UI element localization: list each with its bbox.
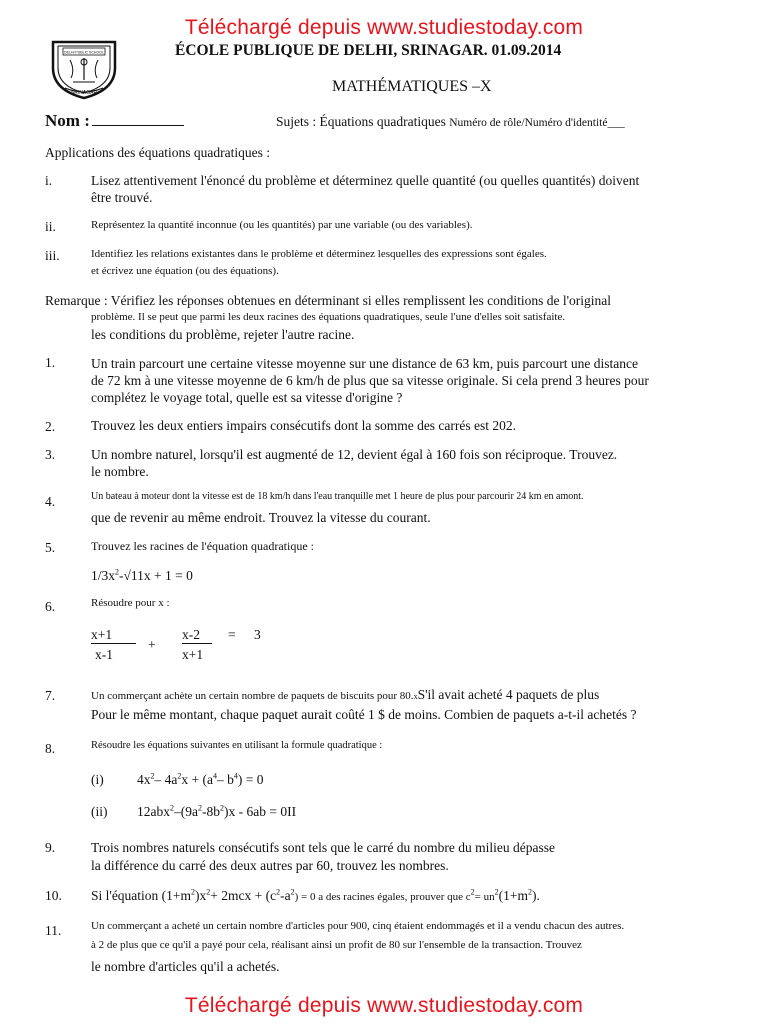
question-number: 5. [45,540,56,555]
remark-line: les conditions du problème, rejeter l'autre racine. [91,327,355,342]
topic-line [276,114,625,130]
logo-text-top: DELHI PUBLIC SCHOOL [64,50,104,55]
subject-title: MATHÉMATIQUES –X [332,78,492,95]
question-number: 10. [45,888,62,903]
fraction-denominator: x+1 [182,647,204,662]
equals: = [228,627,236,642]
step-num: i. [45,173,53,188]
question-text: à 2 de plus que ce qu'il a payé pour cela, réalisant ainsi un profit de 80 sur l'ensemble de la transaction. Trouvez [91,939,582,951]
fraction-numerator: x+1 [91,627,113,642]
question-number: 2. [45,419,56,434]
question-text: Un bateau à moteur dont la vitesse est de 18 km/h dans l'eau tranquille met 1 heure de plus pour parcourir 24 km en amont. [91,491,584,502]
question-text: que de revenir au même endroit. Trouvez la vitesse du courant. [91,510,431,525]
step-num: ii. [45,219,56,234]
step-text: être trouvé. [91,190,153,205]
question-text: Trois nombres naturels consécutifs sont tels que le carré du nombre du milieu dépasse [91,840,556,855]
question-number: 11. [45,923,62,938]
watermark-bottom: Téléchargé depuis www.studiestoday.com [184,994,584,1017]
question-number: 7. [45,688,56,703]
fraction-bar [182,643,212,644]
step-text: Lisez attentivement l'énoncé du problème et déterminez quelle quantité (ou quelles quantités) doivent [91,173,640,188]
logo-text-bottom: SRINAGAR [70,90,98,96]
name-label: Nom : [45,111,90,130]
remark-line: problème. Il se peut que parmi les deux racines des équations quadratiques, seule l'une d'elles soit satisfaite. [91,311,566,323]
question-text: Un nombre naturel, lorsqu'il est augmenté de 12, devient égal à 160 fois son réciproque. Trouvez. [91,447,618,462]
question-text: Trouvez les racines de l'équation quadratique : [91,539,314,553]
school-logo [45,38,123,100]
question-text: Si l'équation $(1+m^2)x^2+ 2mcx + (c^2-a^2) = 0$ a des racines égales, prouver que $c^2= un^2(1+m^2)$. [91,887,540,903]
question-number: 4. [45,494,56,509]
fraction-bar [91,643,136,644]
question-number: 8. [45,741,56,756]
question-text: Résoudre les équations suivantes en utilisant la formule quadratique : [91,740,383,751]
equation-ii: $12abx^2-(9a^2-8b^2)x - 6ab = 0II$ [137,803,297,819]
remark-line: Remarque : Vérifiez les réponses obtenues en déterminant si elles remplissent les conditions de l'original [45,293,612,308]
topic: Sujets : Équations quadratiques [276,114,446,129]
question-text: le nombre d'articles qu'il a achetés. [91,959,280,974]
question-text: la différence du carré des deux autres par 60, trouvez les nombres. [91,858,449,873]
intro: Applications des équations quadratiques : [45,145,270,160]
question-number: 1. [45,355,56,370]
roll-number: Numéro de rôle/Numéro d'identité___ [449,117,625,129]
equation-i: $4x^2-$ $4a^2x + (a^4-$ $b^4) = 0$ [137,771,264,787]
question-text: de 72 km à une vitesse moyenne de 6 km/h de plus que sa vitesse originale. Si cela prend 3 heures pour [91,373,649,388]
name-field [45,111,184,131]
equation: $1/3x^2-√11x + 1 = 0$ [91,567,193,583]
sub-label: (ii) [91,804,108,819]
question-number: 6. [45,599,56,614]
step-text: Identifiez les relations existantes dans le problème et déterminez lesquelles des expressions sont égales. [91,248,547,260]
step-text: Représentez la quantité inconnue (ou les quantités) par une variable (ou des variables). [91,219,473,231]
watermark-top: Téléchargé depuis www.studiestoday.com [184,16,584,39]
name-blank [92,111,184,126]
question-text: Un commerçant achète un certain nombre de paquets de biscuits pour 80.xS'il avait acheté 4 paquets de plus [91,687,600,702]
question-text: Résoudre pour x : [91,597,170,609]
fraction-denominator: x-1 [95,647,113,662]
step-num: iii. [45,248,60,263]
question-text: complétez le voyage total, quelle est sa vitesse d'origine ? [91,390,403,405]
question-number: 9. [45,840,56,855]
question-text: Pour le même montant, chaque paquet aurait coûté 1 $ de moins. Combien de paquets a-t-il achetés ? [91,707,637,722]
question-text: Un commerçant a acheté un certain nombre d'articles pour 900, cinq étaient endommagés et il a vendu chacun des autres. [91,920,625,932]
rhs: 3 [254,627,261,642]
question-text: le nombre. [91,464,149,479]
question-text: Un train parcourt une certaine vitesse moyenne sur une distance de 63 km, puis parcourt une distance [91,356,638,371]
operator: + [148,637,156,652]
question-text: Trouvez les deux entiers impairs consécutifs dont la somme des carrés est 202. [91,418,517,433]
step-text: et écrivez une équation (ou des équations). [91,265,279,277]
question-number: 3. [45,447,56,462]
school-title: ÉCOLE PUBLIQUE DE DELHI, SRINAGAR. 01.09.2014 [175,42,562,59]
fraction-numerator: x-2 [182,627,200,642]
sub-label: (i) [91,772,104,787]
